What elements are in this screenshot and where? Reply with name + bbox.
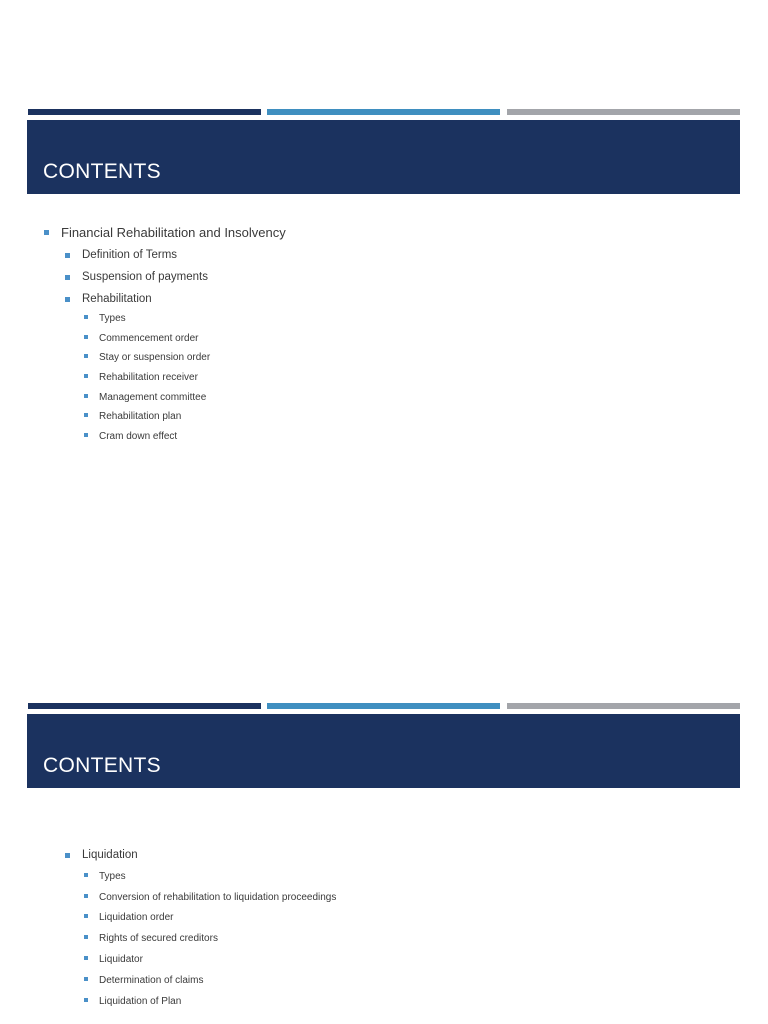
blue-stripe [267,703,500,709]
list-item-label: Financial Rehabilitation and Insolvency [61,225,286,240]
bullet-icon [84,413,88,417]
list-item-label: Rehabilitation plan [99,411,182,422]
list-item-label: Liquidation of Plan [99,996,182,1007]
list-item [99,911,174,924]
bullet-icon [84,394,88,398]
bullet-icon [84,914,88,918]
list-item [99,312,126,325]
bullet-icon [84,315,88,319]
list-item-label: Definition of Terms [82,249,178,261]
list-item [99,932,218,945]
bullet-icon [65,853,70,858]
list-item-label: Conversion of rehabilitation to liquidation proceedings [99,892,337,903]
list-item [99,974,203,987]
list-item-label: Rehabilitation [82,293,152,305]
list-item [82,292,152,306]
bullet-icon [44,230,49,235]
title-band [27,714,740,788]
list-item-label: Determination of claims [99,975,204,986]
list-item-label: Stay or suspension order [99,352,211,363]
bullet-icon [65,253,70,258]
list-item-label: Types [99,313,126,324]
list-item-label: Commencement order [99,333,199,344]
list-item [99,332,198,345]
list-item [99,430,177,443]
bullet-icon [65,297,70,302]
list-item [99,410,181,423]
slide-2 [0,594,768,1024]
gray-stripe [507,109,740,115]
list-item [99,391,206,404]
header-stripes [28,109,740,115]
list-item-label: Liquidator [99,954,143,965]
bullet-icon [84,998,88,1002]
list-item [82,848,138,862]
list-item [99,870,126,883]
bullet-icon [84,335,88,339]
list-item [61,225,286,241]
list-item-label: Liquidation [82,849,138,861]
bullet-icon [84,873,88,877]
list-item-label: Management committee [99,392,207,403]
list-item [99,891,336,904]
list-item-label: Cram down effect [99,431,178,442]
list-item [82,270,208,284]
list-item [99,371,198,384]
gray-stripe [507,703,740,709]
navy-stripe [28,109,261,115]
list-item-label: Rights of secured creditors [99,933,218,944]
blue-stripe [267,109,500,115]
list-item [82,248,177,262]
title-band [27,120,740,194]
bullet-icon [84,894,88,898]
bullet-icon [84,433,88,437]
bullet-icon [84,935,88,939]
slide-title: CONTENTS [43,160,161,183]
header-stripes [28,703,740,709]
list-item-label: Suspension of payments [82,271,208,283]
list-item-label: Types [99,871,126,882]
list-item-label: Liquidation order [99,912,174,923]
list-item [99,995,181,1008]
bullet-icon [84,956,88,960]
bullet-icon [84,354,88,358]
list-item [99,953,143,966]
bullet-icon [65,275,70,280]
bullet-icon [84,374,88,378]
slide-title: CONTENTS [43,754,161,777]
bullet-icon [84,977,88,981]
list-item-label: Rehabilitation receiver [99,372,198,383]
list-item [99,351,210,364]
navy-stripe [28,703,261,709]
